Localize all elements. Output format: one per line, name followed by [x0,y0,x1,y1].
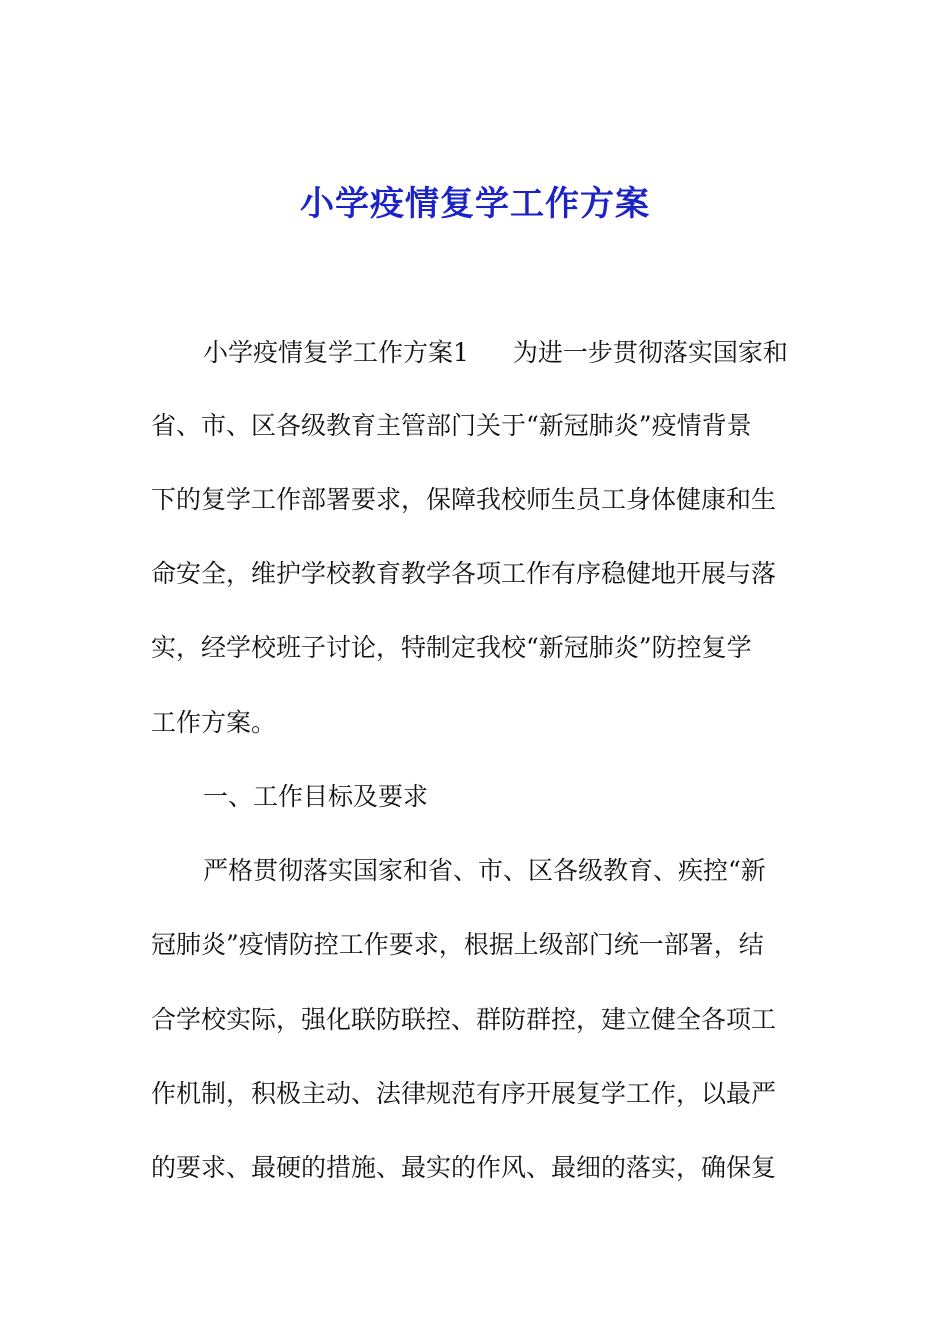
paragraph-line [203,335,883,371]
paragraph-line: 命安全，维护学校教育教学各项工作有序稳健地开展与落 [151,559,777,588]
section-heading-inline: 小学疫情复学工作方案1 [203,338,469,367]
section-heading: 一、工作目标及要求 [203,782,429,811]
paragraph-line: 冠肺炎”疫情防控工作要求，根据上级部门统一部署，结 [151,930,764,959]
document-title: 小学疫情复学工作方案 [300,184,650,224]
paragraph-line: 实，经学校班子讨论，特制定我校“新冠肺炎”防控复学 [151,633,752,662]
paragraph-line: 下的复学工作部署要求，保障我校师生员工身体健康和生 [151,485,777,514]
paragraph-line: 工作方案。 [151,708,277,737]
paragraph-text: 为进一步贯彻落实国家和 [512,338,788,367]
paragraph-line: 省、市、区各级教育主管部门关于“新冠肺炎”疫情背景 [151,411,752,440]
paragraph-line: 作机制，积极主动、法律规范有序开展复学工作，以最严 [151,1079,777,1108]
paragraph-line: 的要求、最硬的措施、最实的作风、最细的落实，确保复 [151,1153,777,1182]
paragraph-line: 严格贯彻落实国家和省、市、区各级教育、疾控“新 [203,856,766,885]
paragraph-line: 合学校实际，强化联防联控、群防群控，建立健全各项工 [151,1005,777,1034]
